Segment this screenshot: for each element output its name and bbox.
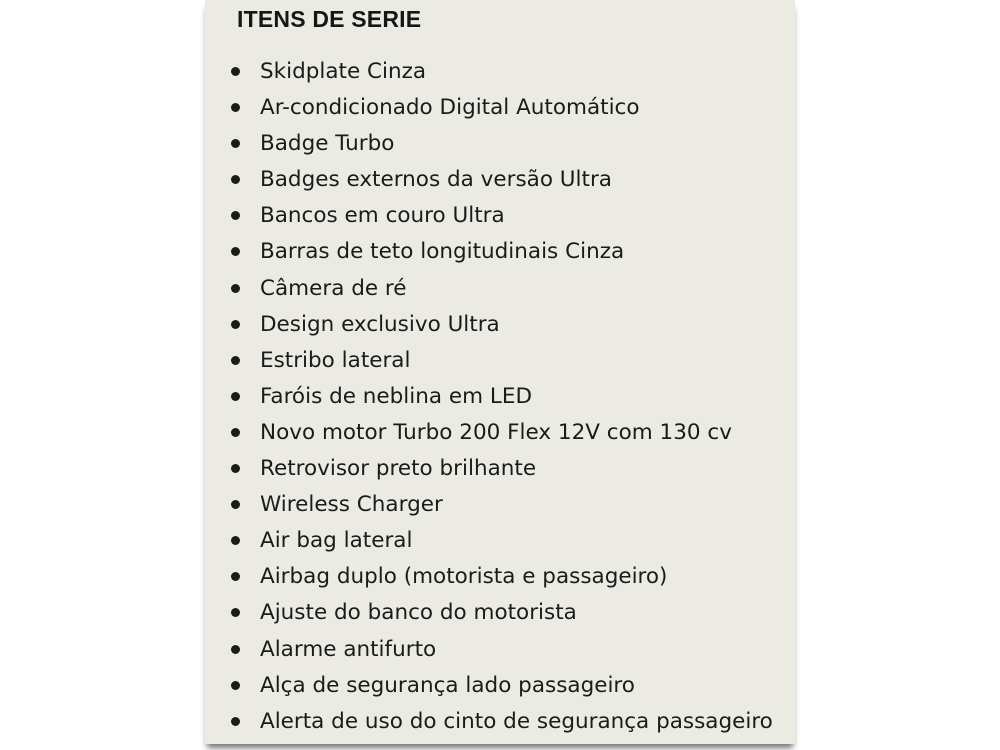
- list-item: [205, 162, 773, 198]
- list-item: [205, 632, 773, 668]
- list-item: [205, 126, 773, 162]
- list-item-label: Design exclusivo Ultra: [260, 311, 500, 337]
- list-item-label: Alerta de uso do cinto de segurança passageiro: [260, 708, 773, 734]
- list-item: [205, 451, 773, 487]
- list-item-label: Faróis de neblina em LED: [260, 383, 533, 409]
- bullet-icon: [231, 103, 240, 112]
- list-item: [205, 54, 773, 90]
- list-item-label: Alça de segurança lado passageiro: [260, 672, 635, 698]
- list-item: [205, 271, 773, 307]
- bullet-icon: [231, 717, 240, 726]
- bullet-icon: [231, 247, 240, 256]
- list-item-label: Bancos em couro Ultra: [260, 203, 505, 229]
- bullet-icon: [231, 681, 240, 690]
- list-item: [205, 704, 773, 740]
- section-title: ITENS DE SERIE: [237, 6, 422, 32]
- bullet-icon: [231, 464, 240, 473]
- bullet-icon: [231, 284, 240, 293]
- list-item: [205, 234, 773, 270]
- list-item-label: Alarme antifurto: [260, 636, 437, 662]
- list-item-label: Badge Turbo: [260, 131, 395, 157]
- list-item-label: Estribo lateral: [260, 347, 411, 373]
- list-item: [205, 90, 773, 126]
- bullet-icon: [231, 428, 240, 437]
- list-item: [205, 198, 773, 234]
- bullet-icon: [231, 608, 240, 617]
- list-item-label: Skidplate Cinza: [260, 59, 427, 84]
- bullet-icon: [231, 392, 240, 401]
- bullet-icon: [231, 536, 240, 545]
- list-item-label: Câmera de ré: [260, 275, 407, 301]
- bullet-icon: [231, 211, 240, 220]
- bullet-icon: [231, 356, 240, 365]
- bullet-icon: [231, 572, 240, 581]
- list-item: [205, 668, 773, 704]
- list-item: [205, 415, 773, 451]
- list-item: [205, 487, 773, 523]
- list-item: [205, 559, 773, 595]
- bullet-icon: [231, 175, 240, 184]
- features-panel: [205, 0, 795, 744]
- list-item-label: Novo motor Turbo 200 Flex 12V com 130 cv: [260, 419, 732, 445]
- list-item: [205, 379, 773, 415]
- bullet-icon: [231, 645, 240, 654]
- bullet-icon: [231, 500, 240, 509]
- bullet-icon: [231, 67, 240, 76]
- list-item-label: Barras de teto longitudinais Cinza: [260, 239, 625, 265]
- list-item: [205, 343, 773, 379]
- list-item-label: Wireless Charger: [260, 492, 443, 518]
- list-item-label: Ar-condicionado Digital Automático: [260, 95, 640, 121]
- list-item-label: Airbag duplo (motorista e passageiro): [260, 564, 668, 590]
- features-list: [205, 54, 773, 740]
- bullet-icon: [231, 139, 240, 148]
- list-item-label: Retrovisor preto brilhante: [260, 456, 537, 482]
- bullet-icon: [231, 320, 240, 329]
- list-item: [205, 523, 773, 559]
- list-item: [205, 595, 773, 631]
- list-item-label: Ajuste do banco do motorista: [260, 600, 577, 626]
- list-item-label: Badges externos da versão Ultra: [260, 167, 612, 193]
- list-item: [205, 307, 773, 343]
- list-item-label: Air bag lateral: [260, 528, 413, 554]
